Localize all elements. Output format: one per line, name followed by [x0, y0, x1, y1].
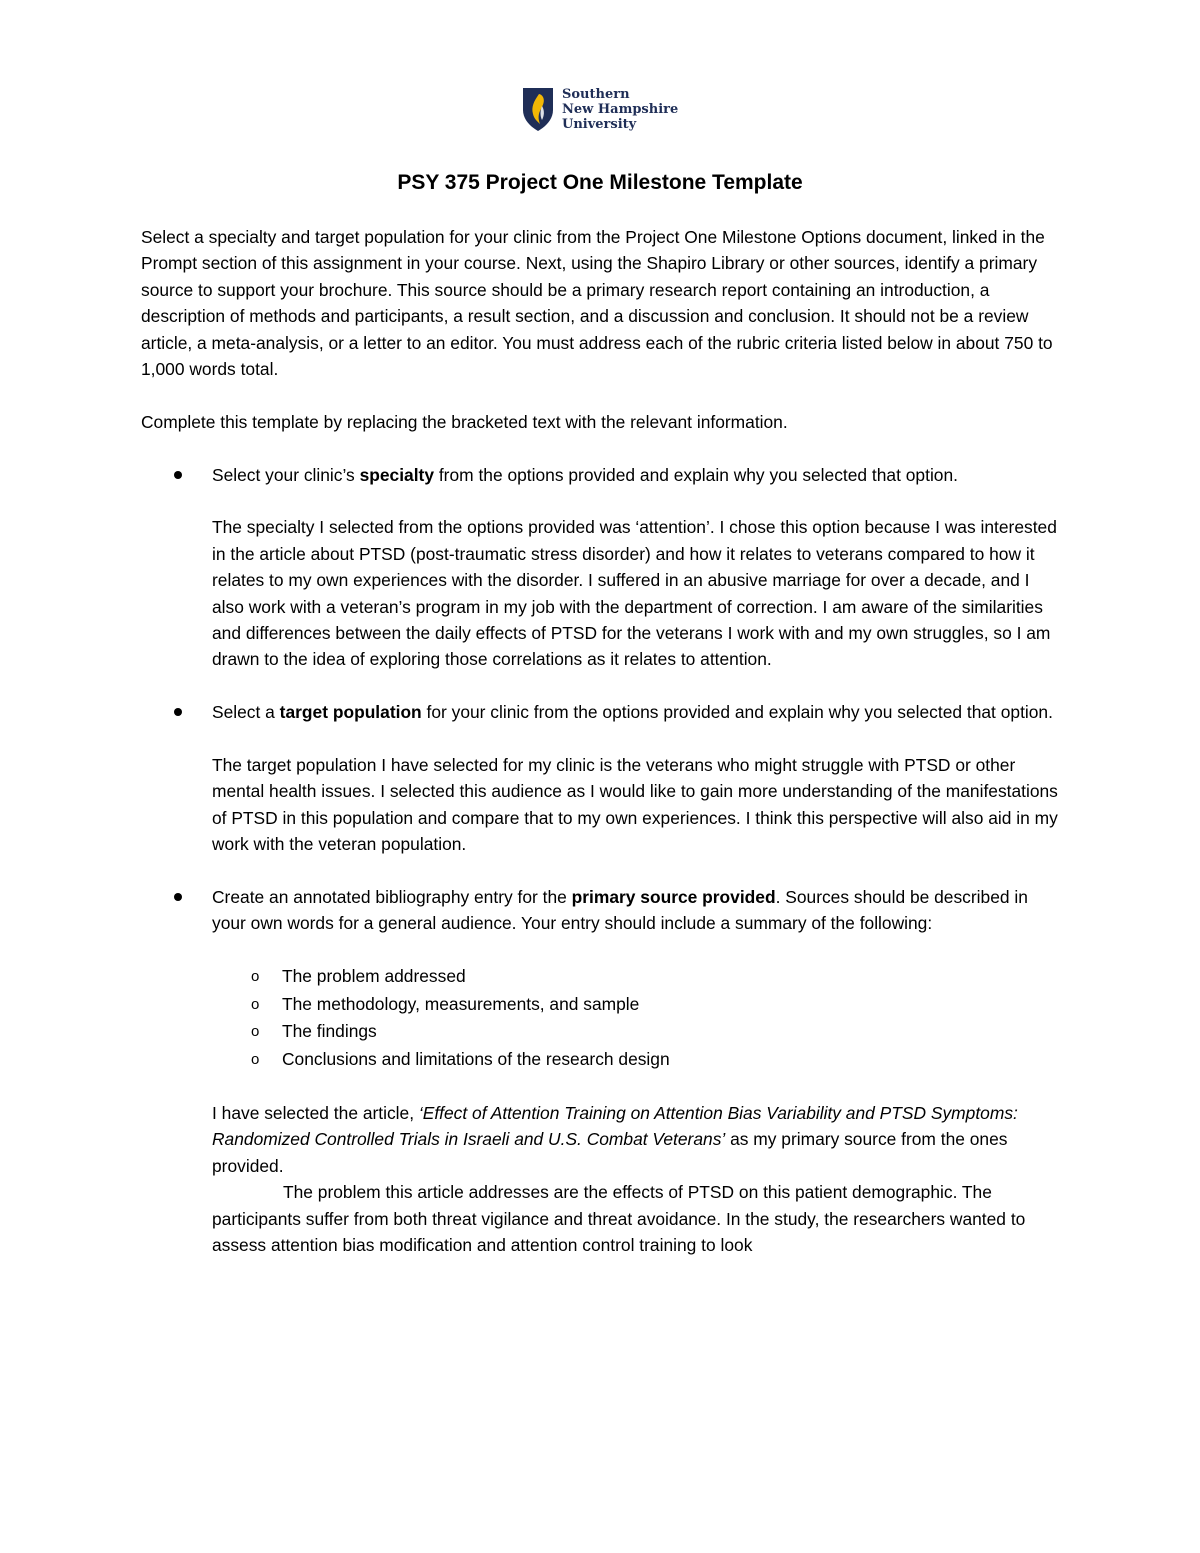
bullet-bibliography: Create an annotated bibliography entry for the primary source provided. Sources should be described in your own words for a general audience. Your entry should include a summary of the following:: [141, 884, 1061, 937]
bold-term: target population: [279, 702, 422, 723]
university-logo: [521, 84, 711, 134]
sub-bullet-icon: o: [251, 1051, 260, 1069]
sub-bullet-icon: o: [251, 968, 260, 986]
bibliography-answer: I have selected the article, ‘Effect of Attention Training on Attention Bias Variability and PTSD Symptoms: Randomized Controlled Trials in Israeli and U.S. Combat Veterans’ as my primary source from the ones provided.: [212, 1103, 1018, 1176]
logo-line-1: Southern: [562, 86, 630, 102]
article-title: ‘Effect of Attention Training on Attention Bias Variability and PTSD Symptoms: Randomized Controlled Trials in Israeli and U.S. Combat Veterans’: [212, 1103, 1018, 1150]
logo-wordmark: [562, 87, 678, 132]
intro-paragraph: Select a specialty and target population for your clinic from the Project One Milestone Options document, linked in the Prompt section of this assignment in your course. Next, using the Shapiro Library or other sources, identify a primary source to support your brochure. This source should be a primary research report containing an introduction, a description of methods and participants, a result section, and a discussion and conclusion. It should not be a review article, a meta-analysis, or a letter to an editor. You must address each of the rubric criteria listed below in about 750 to 1,000 words total.: [141, 227, 1053, 380]
target-population-answer: The target population I have selected for my clinic is the veterans who might struggle with PTSD or other mental health issues. I selected this audience as I would like to gain more understanding of the manifestations of PTSD in this population and compare that to my own experiences. I think this perspective will also aid in my work with the veteran population.: [212, 755, 1058, 855]
bullet-icon: [174, 708, 182, 716]
bullet-specialty: Select your clinic’s specialty from the options provided and explain why you selected that option.: [141, 462, 1061, 488]
list-item: o Conclusions and limitations of the research design: [141, 1046, 1061, 1074]
bibliography-summary: The problem this article addresses are the effects of PTSD on this patient demographic. The participants suffer from both threat vigilance and threat avoidance. In the study, the researchers wanted to assess attention bias modification and attention control training to look: [212, 1182, 1026, 1256]
list-item: o The problem addressed: [141, 963, 1061, 991]
logo-line-3: University: [562, 116, 637, 132]
specialty-answer: The specialty I selected from the options provided was ‘attention’. I chose this option because I was interested in the article about PTSD (post-traumatic stress disorder) and how it relates to veterans compared to how it relates to my own experiences with the disorder. I suffered in an abusive marriage for over a decade, and I also work with a veteran’s program in my job with the department of correction. I am aware of the similarities and differences between the daily effects of PTSD for the veterans I work with and my own struggles, so I am drawn to the idea of exploring those correlations as it relates to attention.: [212, 517, 1057, 670]
list-item: o The findings: [141, 1018, 1061, 1046]
instruction-paragraph: Complete this template by replacing the bracketed text with the relevant information.: [141, 411, 788, 432]
sub-bullet-icon: o: [251, 995, 260, 1013]
sub-bullet-icon: o: [251, 1023, 260, 1041]
bullet-target-population: Select a target population for your clinic from the options provided and explain why you selected that option.: [141, 699, 1061, 725]
bold-term: primary source provided: [571, 887, 776, 908]
document-body: [141, 224, 1061, 1258]
list-item: o The methodology, measurements, and sample: [141, 991, 1061, 1019]
logo-line-2: New Hampshire: [562, 101, 679, 117]
shield-flame-icon: [521, 86, 555, 132]
bold-term: specialty: [359, 464, 434, 485]
bullet-icon: [174, 893, 182, 901]
bullet-icon: [174, 471, 182, 479]
page-title: PSY 375 Project One Milestone Template: [397, 171, 803, 194]
